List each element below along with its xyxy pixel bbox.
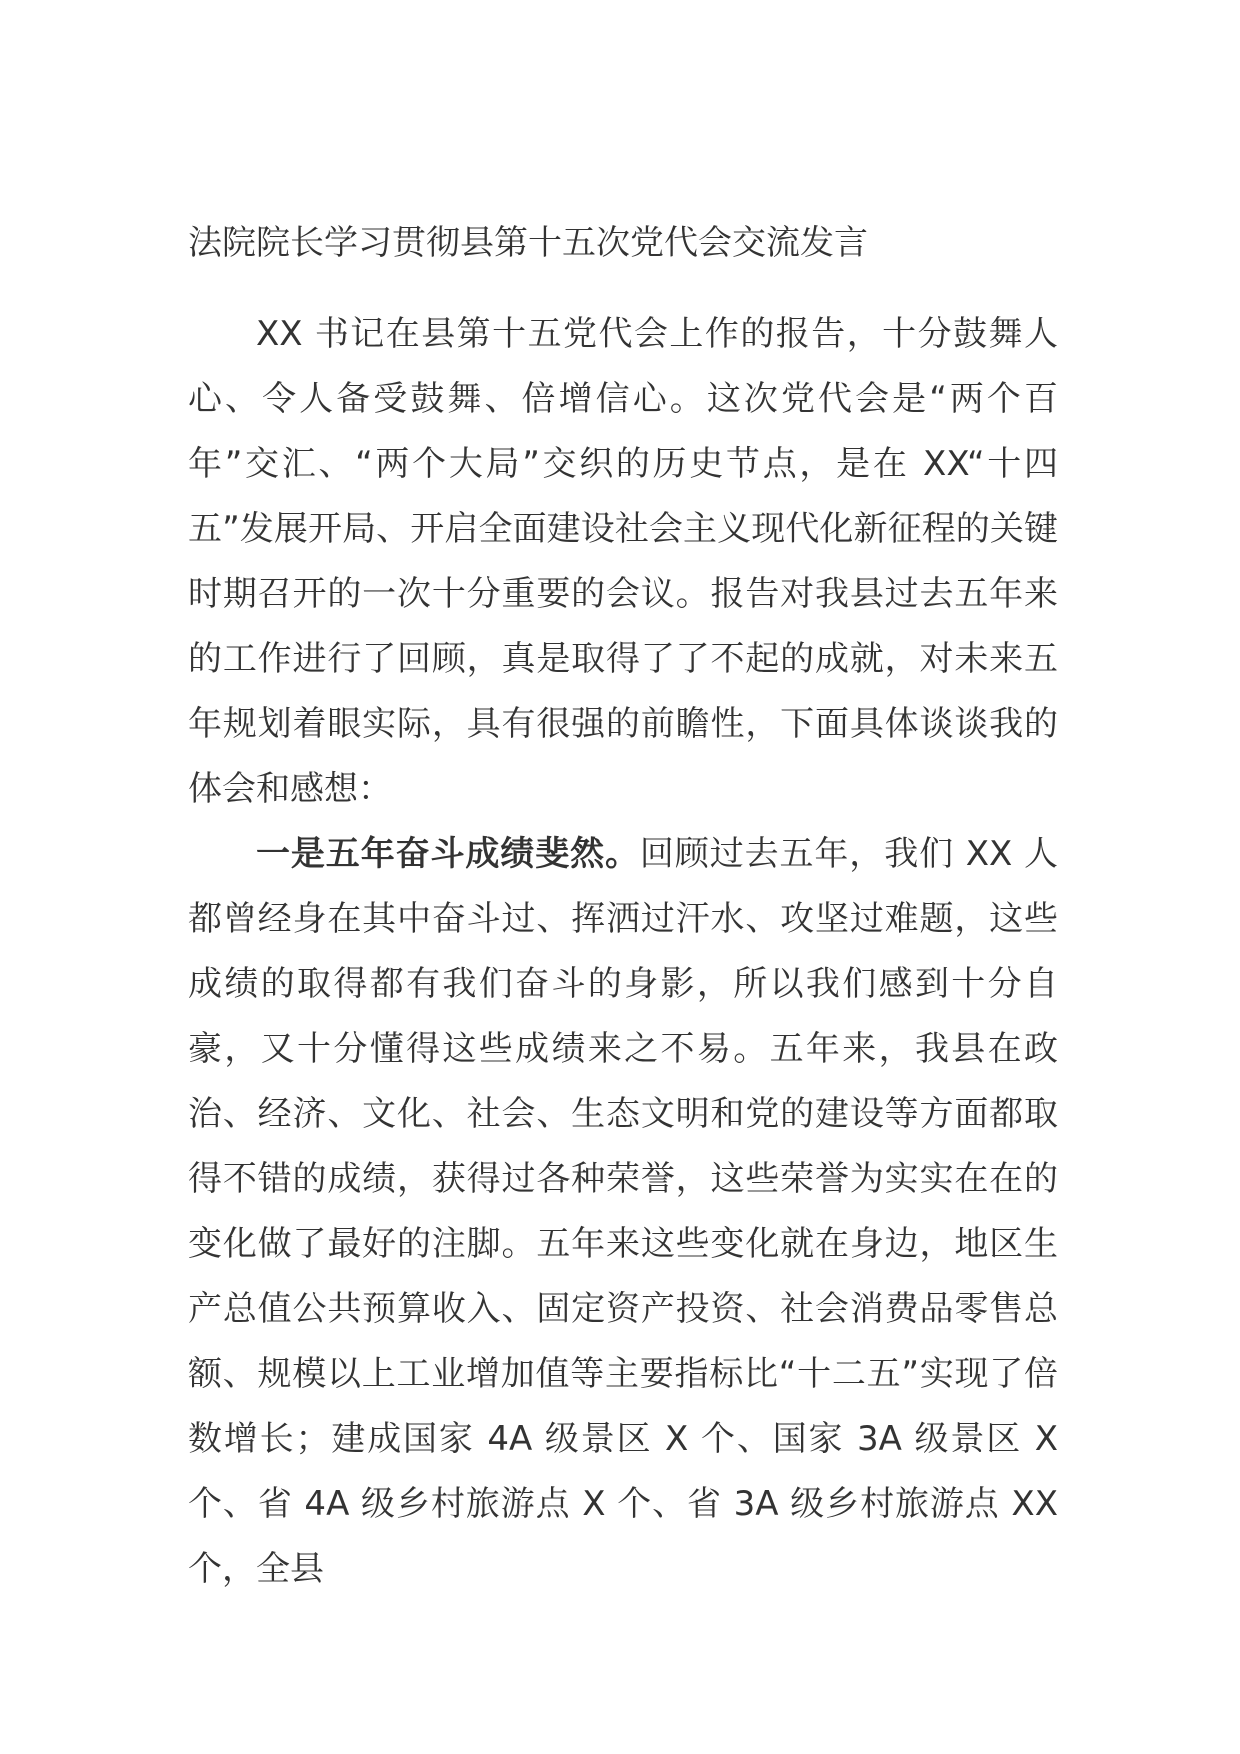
paragraph-point-one — [188, 822, 1058, 1602]
paragraph-text: XX 书记在县第十五党代会上作的报告，十分鼓舞人心、令人备受鼓舞、倍增信心。这次党代会是“两个百年”交汇、“两个大局”交织的历史节点，是在 XX“十四五”发展开局、开启全面建设社会主义现代化新征程的关键时期召开的一次十分重要的会议。报告对我县过去五年来的工作进行了回顾，真是取得了了不起的成就，对未来五年规划着眼实际，具有很强的前瞻性，下面具体谈谈我的体会和感想： — [188, 314, 1058, 809]
paragraph-text: 回顾过去五年，我们 XX 人都曾经身在其中奋斗过、挥洒过汗水、攻坚过难题，这些成绩的取得都有我们奋斗的身影，所以我们感到十分自豪，又十分懂得这些成绩来之不易。五年来，我县在政治、经济、文化、社会、生态文明和党的建设等方面都取得不错的成绩，获得过各种荣誉，这些荣誉为实实在在的变化做了最好的注脚。五年来这些变化就在身边，地区生产总值公共预算收入、固定资产投资、社会消费品零售总额、规模以上工业增加值等主要指标比“十二五”实现了倍数增长；建成国家 4A 级景区 X 个、国家 3A 级景区 X 个、省 4A 级乡村旅游点 X 个、省 3A 级乡村旅游点 XX 个，全县 — [188, 834, 1059, 1589]
paragraph-intro — [188, 302, 1058, 822]
document-title: 法院院长学习贯彻县第十五次党代会交流发言 — [188, 223, 868, 263]
paragraph-lead-heading: 一是五年奋斗成绩斐然。 — [256, 834, 640, 874]
document-body — [188, 220, 1058, 1602]
